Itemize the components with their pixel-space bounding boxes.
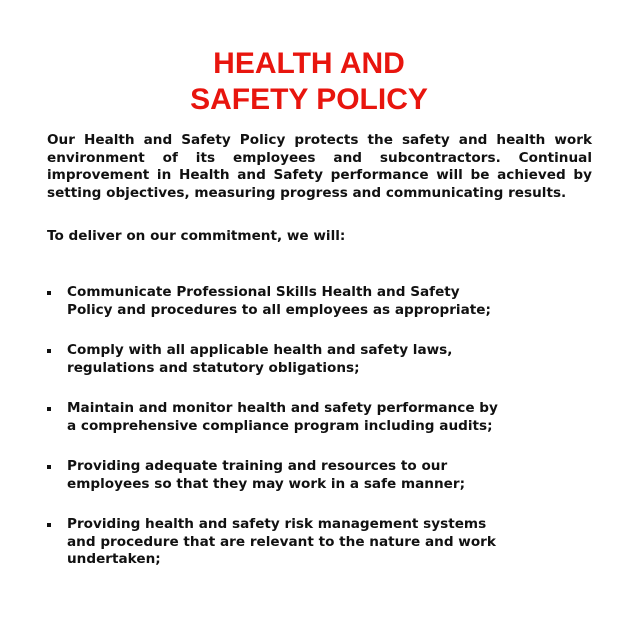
bullet-square-icon <box>47 407 51 411</box>
title-line-2: SAFETY POLICY <box>190 83 428 117</box>
commitment-list <box>47 284 592 569</box>
title-line-1: HEALTH AND <box>213 47 405 81</box>
list-item-line: Comply with all applicable health and safety laws, <box>67 342 453 358</box>
list-item <box>47 516 592 569</box>
list-item-line: employees so that they may work in a safe manner; <box>67 475 466 492</box>
list-item <box>47 284 592 319</box>
bullet-square-icon <box>47 291 51 295</box>
intro-paragraph: Our Health and Safety Policy protects the safety and health work environment of its employees and subcontractors. Continual improvement in Health and Safety performance will be achieved by setting objectives, measuring progress and communicating results. <box>47 132 592 201</box>
list-item-line: Communicate Professional Skills Health and Safety <box>67 284 460 300</box>
list-item-line: Maintain and monitor health and safety performance by <box>67 400 498 416</box>
list-item-line: regulations and statutory obligations; <box>67 359 360 376</box>
bullet-square-icon <box>47 349 51 353</box>
commitment-lead: To deliver on our commitment, we will: <box>47 228 346 244</box>
list-item <box>47 400 592 435</box>
page-title <box>0 46 618 118</box>
bullet-square-icon <box>47 523 51 527</box>
list-item-line: undertaken; <box>67 551 161 567</box>
list-item-line: a comprehensive compliance program including audits; <box>67 417 493 434</box>
list-item-line: Policy and procedures to all employees as appropriate; <box>67 301 491 318</box>
list-item-line: and procedure that are relevant to the nature and work <box>67 533 496 550</box>
list-item <box>47 458 592 493</box>
list-item-line: Providing adequate training and resources to our <box>67 458 448 474</box>
bullet-square-icon <box>47 465 51 469</box>
list-item-line: Providing health and safety risk management systems <box>67 516 487 532</box>
list-item <box>47 342 592 377</box>
